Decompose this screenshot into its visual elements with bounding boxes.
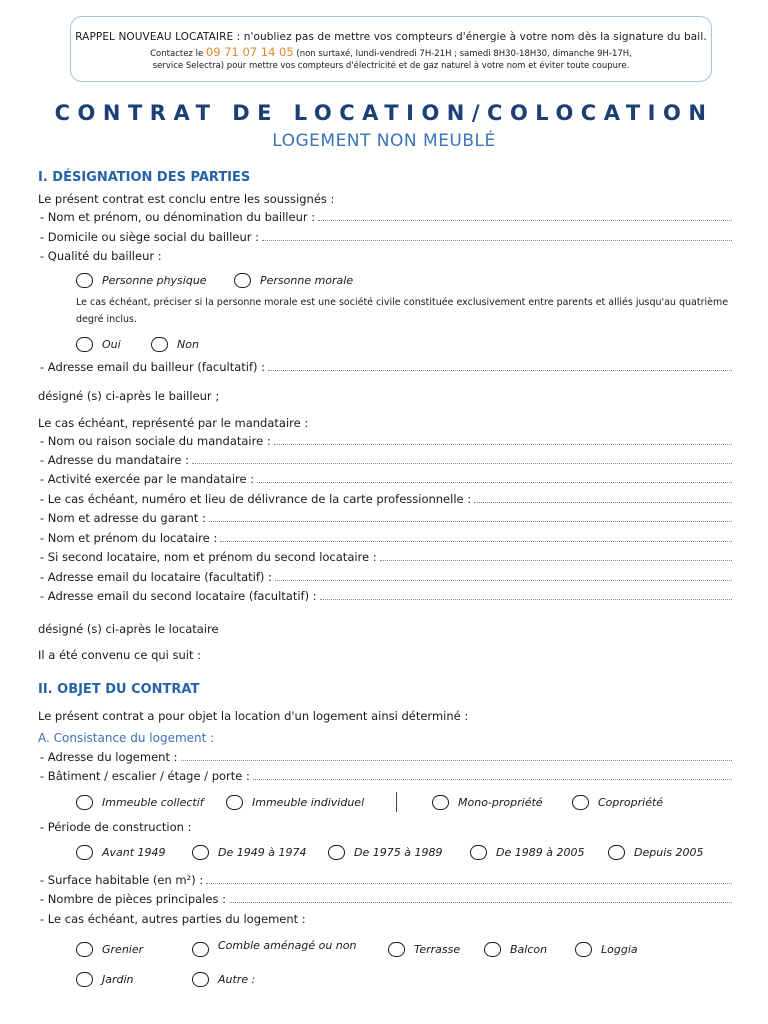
option-label: Non — [177, 337, 199, 351]
fill-line — [274, 443, 732, 445]
option-label: Grenier — [102, 942, 144, 956]
fill-line — [181, 759, 733, 761]
subsection-a-heading: A. Consistance du logement : — [38, 731, 215, 745]
fill-line — [192, 462, 732, 464]
radio-circle[interactable] — [76, 337, 93, 352]
option-label: Autre : — [218, 972, 256, 986]
radio-circle[interactable] — [432, 795, 449, 810]
option-label: De 1989 à 2005 — [496, 845, 585, 859]
radio-circle[interactable] — [575, 942, 592, 957]
option-avant-1949[interactable] — [76, 843, 166, 861]
field-label: - Si second locataire, nom et prénom du second locataire : — [40, 550, 377, 564]
option-label: Immeuble collectif — [102, 795, 204, 809]
page-title: CONTRAT DE LOCATION/COLOCATION — [54, 101, 714, 125]
field-label: - Nom ou raison sociale du mandataire : — [40, 434, 271, 448]
option-label: Oui — [102, 337, 121, 351]
carte-pro-field[interactable] — [40, 492, 732, 506]
field-label: - Nom et adresse du garant : — [40, 511, 206, 525]
locataire-name-field[interactable] — [40, 531, 732, 545]
option-label: Copropriété — [598, 795, 664, 809]
logement-address-field[interactable] — [40, 750, 732, 764]
radio-circle[interactable] — [328, 845, 345, 860]
energy-reminder-box — [70, 16, 712, 82]
options-divider — [396, 792, 397, 812]
option-oui[interactable] — [76, 335, 121, 353]
field-label: - Nombre de pièces principales : — [40, 892, 226, 906]
fill-line — [275, 579, 732, 581]
option-grenier[interactable] — [76, 940, 143, 958]
garant-field[interactable] — [40, 511, 732, 525]
designe-locataire-text: désigné (s) ci-après le locataire — [38, 622, 219, 636]
fill-line — [229, 901, 732, 903]
option-label: Terrasse — [414, 942, 461, 956]
section-1-heading: I. DÉSIGNATION DES PARTIES — [38, 170, 251, 185]
section-2-intro: Le présent contrat a pour objet la location d'un logement ainsi déterminé : — [38, 709, 469, 723]
radio-circle[interactable] — [151, 337, 168, 352]
radio-circle[interactable] — [76, 795, 93, 810]
option-personne-physique[interactable] — [76, 271, 207, 289]
radio-circle[interactable] — [192, 942, 209, 957]
radio-circle[interactable] — [192, 972, 209, 987]
option-non[interactable] — [151, 335, 199, 353]
fill-line — [474, 501, 732, 503]
option-label: Loggia — [601, 942, 638, 956]
option-1989-2005[interactable] — [470, 843, 584, 861]
option-1975-1989[interactable] — [328, 843, 442, 861]
radio-circle[interactable] — [608, 845, 625, 860]
option-loggia[interactable] — [575, 940, 638, 958]
option-label: Immeuble individuel — [252, 795, 365, 809]
fill-line — [220, 540, 732, 542]
radio-circle[interactable] — [226, 795, 243, 810]
radio-circle[interactable] — [470, 845, 487, 860]
mandataire-activity-field[interactable] — [40, 472, 732, 486]
reminder-line-2 — [71, 46, 711, 60]
option-label: Personne physique — [102, 273, 207, 287]
field-label: - Surface habitable (en m²) : — [40, 873, 204, 887]
option-label: Avant 1949 — [102, 845, 166, 859]
fill-line — [257, 481, 732, 483]
option-depuis-2005[interactable] — [608, 843, 703, 861]
bailleur-email-field[interactable] — [40, 360, 732, 374]
field-label: - Le cas échéant, numéro et lieu de délivrance de la carte professionnelle : — [40, 492, 472, 506]
option-immeuble-individuel[interactable] — [226, 793, 364, 811]
designe-bailleur-text: désigné (s) ci-après le bailleur ; — [38, 389, 220, 403]
fill-line — [318, 219, 732, 221]
reminder-line-3: service Selectra) pour mettre vos compteurs d'électricité et de gaz naturel à votre nom et éviter toute coupure. — [152, 61, 630, 71]
option-label: Comble aménagé ou non — [218, 938, 357, 952]
field-label: - Adresse du mandataire : — [40, 453, 189, 467]
option-label: Jardin — [102, 972, 134, 986]
periode-label: - Période de construction : — [40, 820, 192, 834]
page-subtitle: LOGEMENT NON MEUBLÉ — [272, 131, 496, 151]
option-copropriete[interactable] — [572, 793, 663, 811]
option-terrasse[interactable] — [388, 940, 460, 958]
hours-text: (non surtaxé, lundi-vendredi 7H-21H ; samedi 8H30-18H30, dimanche 9H-17H, — [293, 49, 632, 59]
option-label: De 1949 à 1974 — [218, 845, 307, 859]
bailleur-name-field[interactable] — [40, 210, 732, 224]
surface-field[interactable] — [40, 873, 732, 887]
contact-text: Contactez le — [150, 49, 206, 59]
fill-line — [320, 598, 732, 600]
radio-circle[interactable] — [484, 942, 501, 957]
option-autre[interactable] — [192, 970, 255, 988]
radio-circle[interactable] — [572, 795, 589, 810]
radio-circle[interactable] — [388, 942, 405, 957]
field-label: - Nom et prénom du locataire : — [40, 531, 218, 545]
section-2-heading: II. OBJET DU CONTRAT — [38, 682, 200, 697]
radio-circle[interactable] — [76, 273, 93, 288]
section-1-intro: Le présent contrat est conclu entre les soussignés : — [38, 192, 335, 206]
option-label: Mono-propriété — [458, 795, 543, 809]
field-label: - Adresse email du second locataire (facultatif) : — [40, 589, 317, 603]
fill-line — [262, 239, 732, 241]
option-jardin[interactable] — [76, 970, 134, 988]
fill-line — [209, 520, 732, 522]
bailleur-qualite-label: - Qualité du bailleur : — [40, 249, 162, 263]
option-balcon[interactable] — [484, 940, 547, 958]
radio-circle[interactable] — [76, 972, 93, 987]
fill-line — [253, 778, 732, 780]
option-comble[interactable] — [192, 940, 356, 958]
pieces-field[interactable] — [40, 892, 732, 906]
option-personne-morale[interactable] — [234, 271, 353, 289]
bailleur-domicile-field[interactable] — [40, 230, 732, 244]
phone-number[interactable]: 09 71 07 14 05 — [205, 45, 294, 59]
reminder-text: n'oubliez pas de mettre vos compteurs d'énergie à votre nom dès la signature du bail. — [240, 31, 707, 43]
radio-circle[interactable] — [76, 845, 93, 860]
reminder-title: RAPPEL NOUVEAU LOCATAIRE : — [75, 31, 241, 43]
radio-circle[interactable] — [76, 942, 93, 957]
reminder-line-1 — [71, 31, 711, 43]
option-label: De 1975 à 1989 — [354, 845, 443, 859]
field-label: - Adresse email du locataire (facultatif) : — [40, 570, 272, 584]
field-label: - Nom et prénom, ou dénomination du bailleur : — [40, 210, 316, 224]
field-label: - Activité exercée par le mandataire : — [40, 472, 255, 486]
field-label: - Domicile ou siège social du bailleur : — [40, 230, 260, 244]
mandataire-address-field[interactable] — [40, 453, 732, 467]
second-locataire-field[interactable] — [40, 550, 732, 564]
field-label: - Adresse du logement : — [40, 750, 178, 764]
mandataire-name-field[interactable] — [40, 434, 732, 448]
radio-circle[interactable] — [234, 273, 251, 288]
option-label: Personne morale — [260, 273, 354, 287]
second-locataire-email-field[interactable] — [40, 589, 732, 603]
fill-line — [206, 882, 732, 884]
mandataire-intro: Le cas échéant, représenté par le mandataire : — [38, 416, 309, 430]
convenu-text: Il a été convenu ce qui suit : — [38, 648, 202, 662]
option-label: Depuis 2005 — [634, 845, 704, 859]
fill-line — [380, 559, 732, 561]
autres-parties-label: - Le cas échéant, autres parties du logement : — [40, 912, 306, 926]
locataire-email-field[interactable] — [40, 570, 732, 584]
field-label: - Bâtiment / escalier / étage / porte : — [40, 769, 250, 783]
batiment-field[interactable] — [40, 769, 732, 783]
fill-line — [268, 369, 732, 371]
radio-circle[interactable] — [192, 845, 209, 860]
field-label: - Adresse email du bailleur (facultatif) : — [40, 360, 266, 374]
option-1949-1974[interactable] — [192, 843, 306, 861]
option-label: Balcon — [510, 942, 548, 956]
option-immeuble-collectif[interactable] — [76, 793, 204, 811]
option-mono-propriete[interactable] — [432, 793, 543, 811]
personne-morale-note: Le cas échéant, préciser si la personne morale est une société civile constituée exclusivement entre parents et alliés jusqu'au quatrième degré inclus. — [76, 297, 729, 325]
